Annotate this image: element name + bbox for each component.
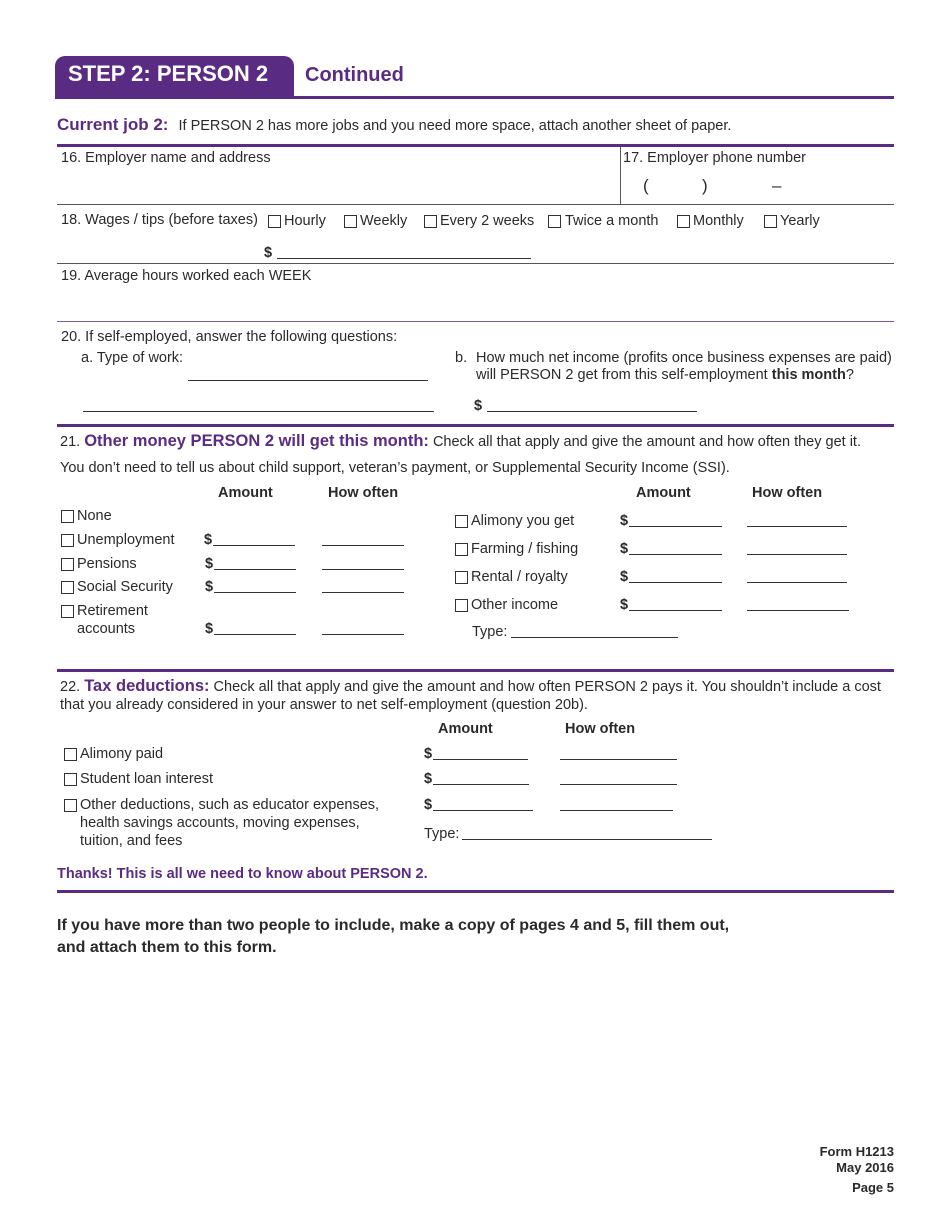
type-of-work-field-1[interactable] [188,380,428,381]
other-income-type-label: Type: [472,624,508,640]
rental-label: Rental / royalty [471,569,568,585]
hourly-label: Hourly [284,213,326,229]
weekly-label: Weekly [360,213,408,229]
q20b-letter: b. [455,350,468,366]
current-job-title: Current job 2: [57,115,169,134]
q18-bottom-rule [57,263,894,264]
q21-right-how-often-header: How often [752,485,823,501]
q20-label: 20. If self-employed, answer the following questions: [61,329,398,345]
form-info [820,1144,894,1196]
none-checkbox[interactable] [61,510,74,523]
rental-amount-field[interactable] [629,582,722,583]
q21-bottom-rule [57,669,894,672]
q16-label: 16. Employer name and address [61,150,271,166]
copy-note-line2: and attach them to this form. [57,939,277,956]
other-income-label: Other income [471,597,559,613]
q20-bottom-rule [57,424,894,427]
twice-a-month-label: Twice a month [565,213,659,229]
monthly-checkbox[interactable] [677,215,690,228]
net-income-field[interactable] [487,411,697,412]
form-date: May 2016 [836,1160,894,1175]
farming-how-often-field[interactable] [747,554,847,555]
other-deductions-how-often-field[interactable] [560,810,673,811]
q21-description: Check all that apply and give the amount and how often they get it. [432,434,861,450]
other-income-how-often-field[interactable] [747,610,849,611]
social-security-checkbox[interactable] [61,581,74,594]
other-income-amount-field[interactable] [629,610,722,611]
retirement-checkbox[interactable] [61,605,74,618]
q22-title: Tax deductions: [84,677,210,695]
continued-label: Continued [305,64,404,86]
other-income-type-field[interactable] [511,637,678,638]
alimony-paid-how-often-field[interactable] [560,759,677,760]
social-security-dollar: $ [205,579,214,595]
alimony-paid-label: Alimony paid [80,746,164,762]
q16-bottom-rule [57,204,894,205]
alimony-get-label: Alimony you get [471,513,575,529]
q22-number: 22. [60,679,81,695]
pensions-label: Pensions [77,556,137,572]
q21-left-how-often-header: How often [328,485,399,501]
twice-a-month-checkbox[interactable] [548,215,561,228]
copy-note-line1: If you have more than two people to include, make a copy of pages 4 and 5, fill them out, [57,917,730,934]
rental-how-often-field[interactable] [747,582,847,583]
other-income-checkbox[interactable] [455,599,468,612]
phone-close-paren: ) [702,176,708,195]
student-loan-dollar: $ [424,771,433,787]
q20a-label: a. Type of work: [81,350,184,366]
phone-open-paren: ( [643,176,649,195]
retirement-dollar: $ [205,621,214,637]
q18-label: 18. Wages / tips (before taxes) [61,212,258,228]
farming-checkbox[interactable] [455,543,468,556]
wage-amount-field[interactable] [277,258,531,259]
student-loan-label: Student loan interest [80,771,214,787]
unemployment-checkbox[interactable] [61,534,74,547]
retirement-label: Retirement [77,603,148,619]
q20b-line2-pre: will PERSON 2 get from this self-employment [476,367,772,383]
retirement-label-line2: accounts [77,621,136,637]
wage-dollar-sign: $ [264,245,273,261]
student-loan-checkbox[interactable] [64,773,77,786]
q17-label: 17. Employer phone number [623,150,806,166]
q22-description-line2: that you already considered in your answer to net self-employment (question 20b). [60,697,588,713]
farming-amount-field[interactable] [629,554,722,555]
monthly-label: Monthly [693,213,744,229]
q20b-this-month: this month [771,367,846,383]
phone-dash: – [772,176,782,195]
farming-label: Farming / fishing [471,541,579,557]
every-2-weeks-label: Every 2 weeks [440,213,535,229]
thanks-rule [57,890,894,893]
other-deductions-label: Other deductions, such as educator expenses, [80,797,380,813]
q21-left-amount-header: Amount [218,485,273,501]
alimony-get-amount-field[interactable] [629,526,722,527]
pensions-how-often-field[interactable] [322,569,404,570]
retirement-how-often-field[interactable] [322,634,404,635]
q21-right-amount-header: Amount [636,485,691,501]
hourly-checkbox[interactable] [268,215,281,228]
q20b-line2 [476,367,854,383]
other-deductions-label-line3: tuition, and fees [80,833,183,849]
q22-amount-header: Amount [438,721,493,737]
rental-checkbox[interactable] [455,571,468,584]
thanks-message: Thanks! This is all we need to know about PERSON 2. [57,866,428,882]
yearly-label: Yearly [780,213,820,229]
unemployment-amount-field[interactable] [213,545,295,546]
alimony-paid-dollar: $ [424,746,433,762]
q22-how-often-header: How often [565,721,636,737]
q21-note: You don’t need to tell us about child support, veteran’s payment, or Supplemental Security Income (SSI). [60,460,730,476]
other-income-dollar: $ [620,597,629,613]
q19-bottom-rule [57,321,894,322]
current-job-note: If PERSON 2 has more jobs and you need more space, attach another sheet of paper. [178,118,732,134]
q22-description: Check all that apply and give the amount and how often PERSON 2 pays it. You shouldn’t include a cost [213,679,881,695]
pensions-checkbox[interactable] [61,558,74,571]
every-2-weeks-checkbox[interactable] [424,215,437,228]
other-deductions-checkbox[interactable] [64,799,77,812]
type-of-work-field-2[interactable] [83,411,434,412]
q22-heading [60,677,881,696]
social-security-label: Social Security [77,579,173,595]
alimony-get-how-often-field[interactable] [747,526,847,527]
unemployment-dollar: $ [204,532,213,548]
q21-heading [60,432,861,451]
other-deductions-label-line2: health savings accounts, moving expenses, [80,815,360,831]
job-rule [57,144,894,147]
unemployment-how-often-field[interactable] [322,545,404,546]
form-number: Form H1213 [819,1144,894,1159]
current-job-heading [57,115,731,135]
step-title: STEP 2: PERSON 2 [68,61,269,86]
social-security-how-often-field[interactable] [322,592,404,593]
q20b-line2-post: ? [845,367,854,383]
q21-title: Other money PERSON 2 will get this month: [84,432,429,450]
header-rule [55,96,894,99]
alimony-paid-amount-field[interactable] [433,759,528,760]
pensions-dollar: $ [205,556,214,572]
retirement-amount-field[interactable] [214,634,296,635]
q19-label: 19. Average hours worked each WEEK [61,268,312,284]
alimony-get-dollar: $ [620,513,629,529]
q21-number: 21. [60,434,81,450]
alimony-paid-checkbox[interactable] [64,748,77,761]
pensions-amount-field[interactable] [214,569,296,570]
weekly-checkbox[interactable] [344,215,357,228]
none-label: None [77,508,112,524]
alimony-get-checkbox[interactable] [455,515,468,528]
page-number: Page 5 [852,1180,894,1195]
net-income-dollar-sign: $ [474,398,483,414]
student-loan-how-often-field[interactable] [560,784,677,785]
q20b-line1: How much net income (profits once business expenses are paid) [476,350,892,366]
other-deductions-dollar: $ [424,797,433,813]
other-deductions-amount-field[interactable] [433,810,533,811]
step-header-tab [55,56,294,98]
farming-dollar: $ [620,541,629,557]
student-loan-amount-field[interactable] [433,784,529,785]
yearly-checkbox[interactable] [764,215,777,228]
other-deductions-type-label: Type: [424,826,460,842]
other-deductions-type-field[interactable] [462,839,712,840]
q16-q17-divider [620,147,621,204]
rental-dollar: $ [620,569,629,585]
unemployment-label: Unemployment [77,532,175,548]
social-security-amount-field[interactable] [214,592,296,593]
